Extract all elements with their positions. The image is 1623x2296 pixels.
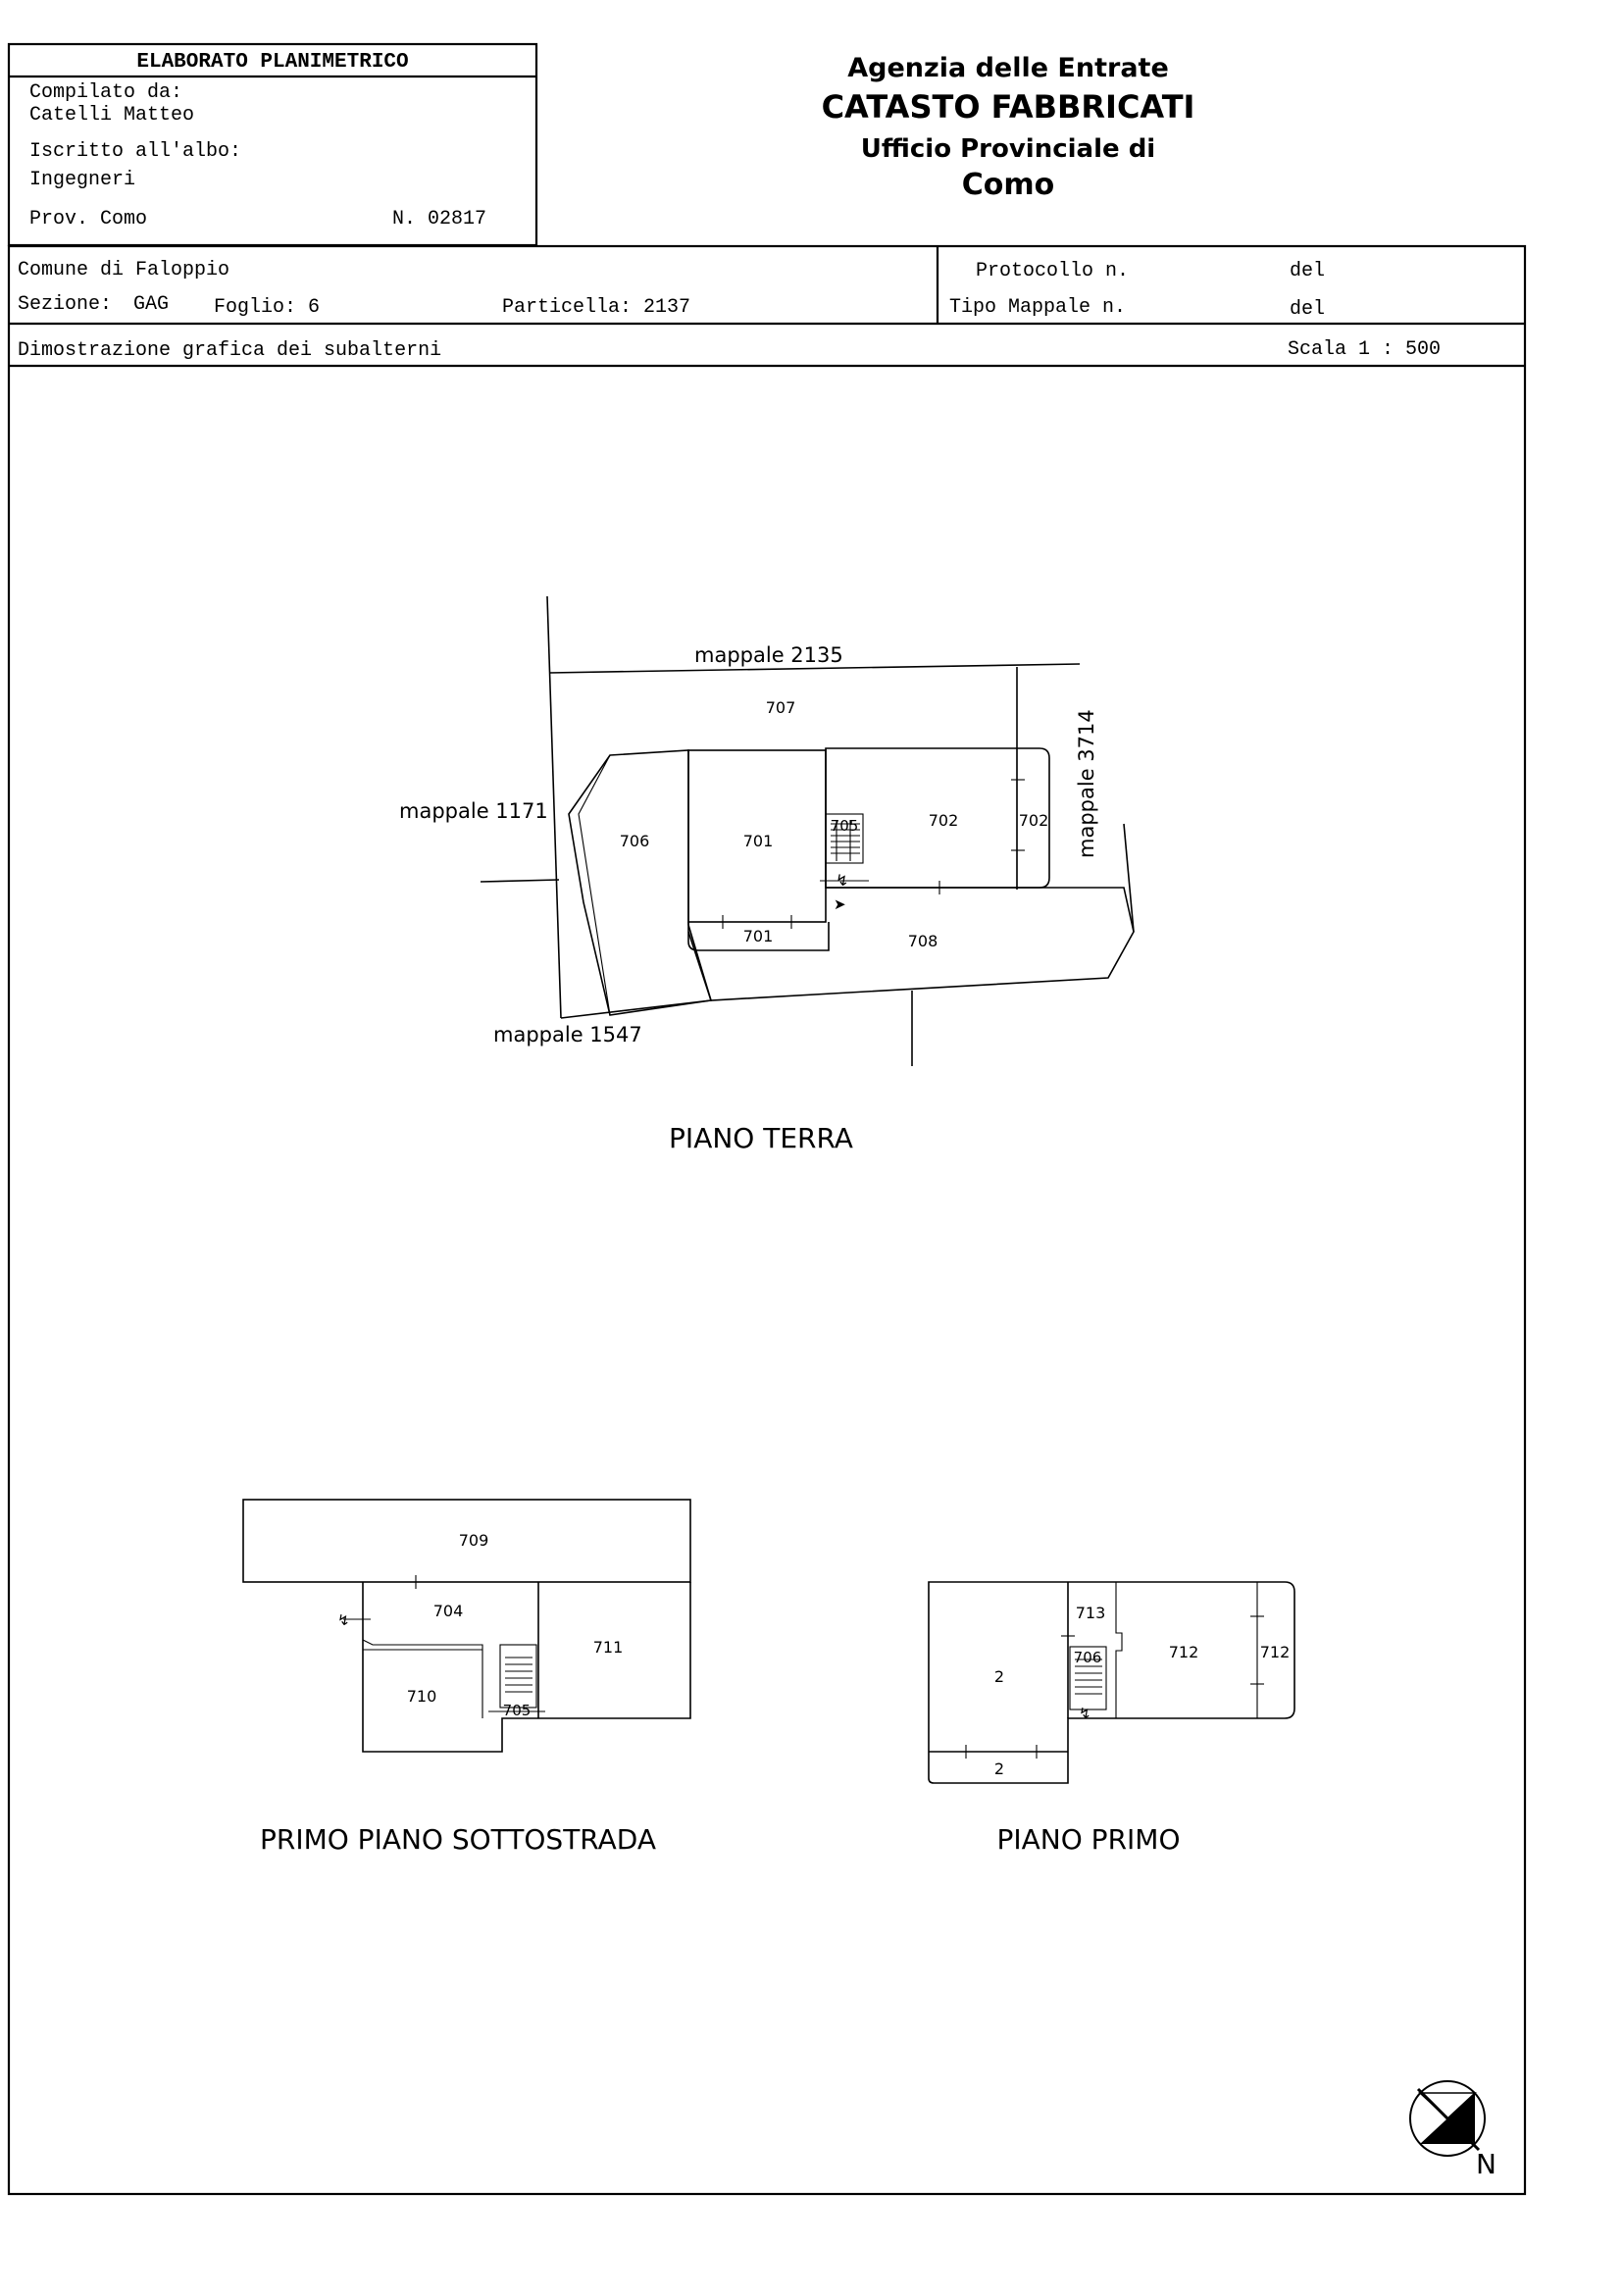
entrance-arrow-icon: ↯ xyxy=(836,871,849,890)
foglio: Foglio: 6 xyxy=(214,296,321,319)
sub-705-sottostrada: 705 xyxy=(502,1702,532,1719)
mappale-2135-label: mappale 2135 xyxy=(694,643,843,667)
sub-713: 713 xyxy=(1075,1604,1106,1622)
entrance-arrow-icon-primo: ↯ xyxy=(1079,1705,1091,1722)
mappale-1547-label: mappale 1547 xyxy=(493,1023,642,1046)
sub-2: 2 xyxy=(993,1667,1005,1686)
agency-line1: Agenzia delle Entrate xyxy=(847,53,1169,83)
agency-title xyxy=(822,53,1195,202)
registered-label: Iscritto all'albo: xyxy=(29,140,242,163)
caption-sottostrada: PRIMO PIANO SOTTOSTRADA xyxy=(259,1823,657,1856)
entrance-arrow-icon-2: ➤ xyxy=(834,895,846,913)
sub-708: 708 xyxy=(907,932,938,950)
agency-line4: Como xyxy=(961,168,1055,202)
north-arrow-icon xyxy=(1410,2081,1496,2180)
sub-702: 702 xyxy=(928,811,959,830)
tipo-mappale: Tipo Mappale n. xyxy=(949,296,1127,319)
sezione-label: Sezione: xyxy=(18,293,113,316)
sub-712: 712 xyxy=(1168,1643,1199,1661)
sub-2-b: 2 xyxy=(993,1760,1005,1778)
north-label: N xyxy=(1476,2148,1496,2180)
comune: Comune di Faloppio xyxy=(18,259,230,281)
register-number: N. 02817 xyxy=(392,208,487,230)
sub-711: 711 xyxy=(592,1638,624,1657)
sezione-value: GAG xyxy=(133,293,170,316)
dimostrazione: Dimostrazione grafica dei subalterni xyxy=(18,339,442,362)
entrance-arrow-icon-sottostrada: ↯ xyxy=(337,1611,350,1629)
sub-710: 710 xyxy=(406,1687,437,1706)
caption-piano-terra: PIANO TERRA xyxy=(669,1122,853,1154)
scala: Scala 1 : 500 xyxy=(1288,338,1442,361)
plan-sottostrada xyxy=(243,1500,690,1856)
sub-702-b: 702 xyxy=(1018,811,1049,830)
protocollo: Protocollo n. xyxy=(976,260,1130,282)
sub-706: 706 xyxy=(619,832,650,850)
stair-705-sottostrada-treads xyxy=(505,1658,533,1692)
info-rows xyxy=(18,259,1441,362)
sub-709: 709 xyxy=(458,1531,489,1550)
particella: Particella: 2137 xyxy=(502,296,691,319)
sub-701: 701 xyxy=(742,832,774,850)
sub-705: 705 xyxy=(830,817,859,835)
sub-701-b: 701 xyxy=(742,927,774,945)
del-2: del xyxy=(1290,298,1326,321)
header-box xyxy=(9,44,536,245)
plan-piano-primo xyxy=(929,1582,1294,1856)
mappale-3714-label: mappale 3714 xyxy=(1075,709,1098,858)
header-title: ELABORATO PLANIMETRICO xyxy=(136,51,409,74)
del-1: del xyxy=(1290,260,1326,282)
mappale-1171-label: mappale 1171 xyxy=(399,799,548,823)
sub-706-primo: 706 xyxy=(1073,1649,1102,1666)
registered-value: Ingegneri xyxy=(29,169,136,191)
compiled-by-name: Catelli Matteo xyxy=(29,104,195,127)
province: Prov. Como xyxy=(29,208,148,230)
plan-piano-terra xyxy=(399,596,1134,1154)
main-frame xyxy=(9,246,1525,2194)
sub-712-b: 712 xyxy=(1259,1643,1291,1661)
sub-707: 707 xyxy=(765,698,796,717)
agency-line3: Ufficio Provinciale di xyxy=(860,134,1156,164)
compiled-by-label: Compilato da: xyxy=(29,81,183,104)
agency-line2: CATASTO FABBRICATI xyxy=(821,88,1195,126)
sub-704: 704 xyxy=(432,1602,464,1620)
caption-piano-primo: PIANO PRIMO xyxy=(996,1823,1181,1856)
